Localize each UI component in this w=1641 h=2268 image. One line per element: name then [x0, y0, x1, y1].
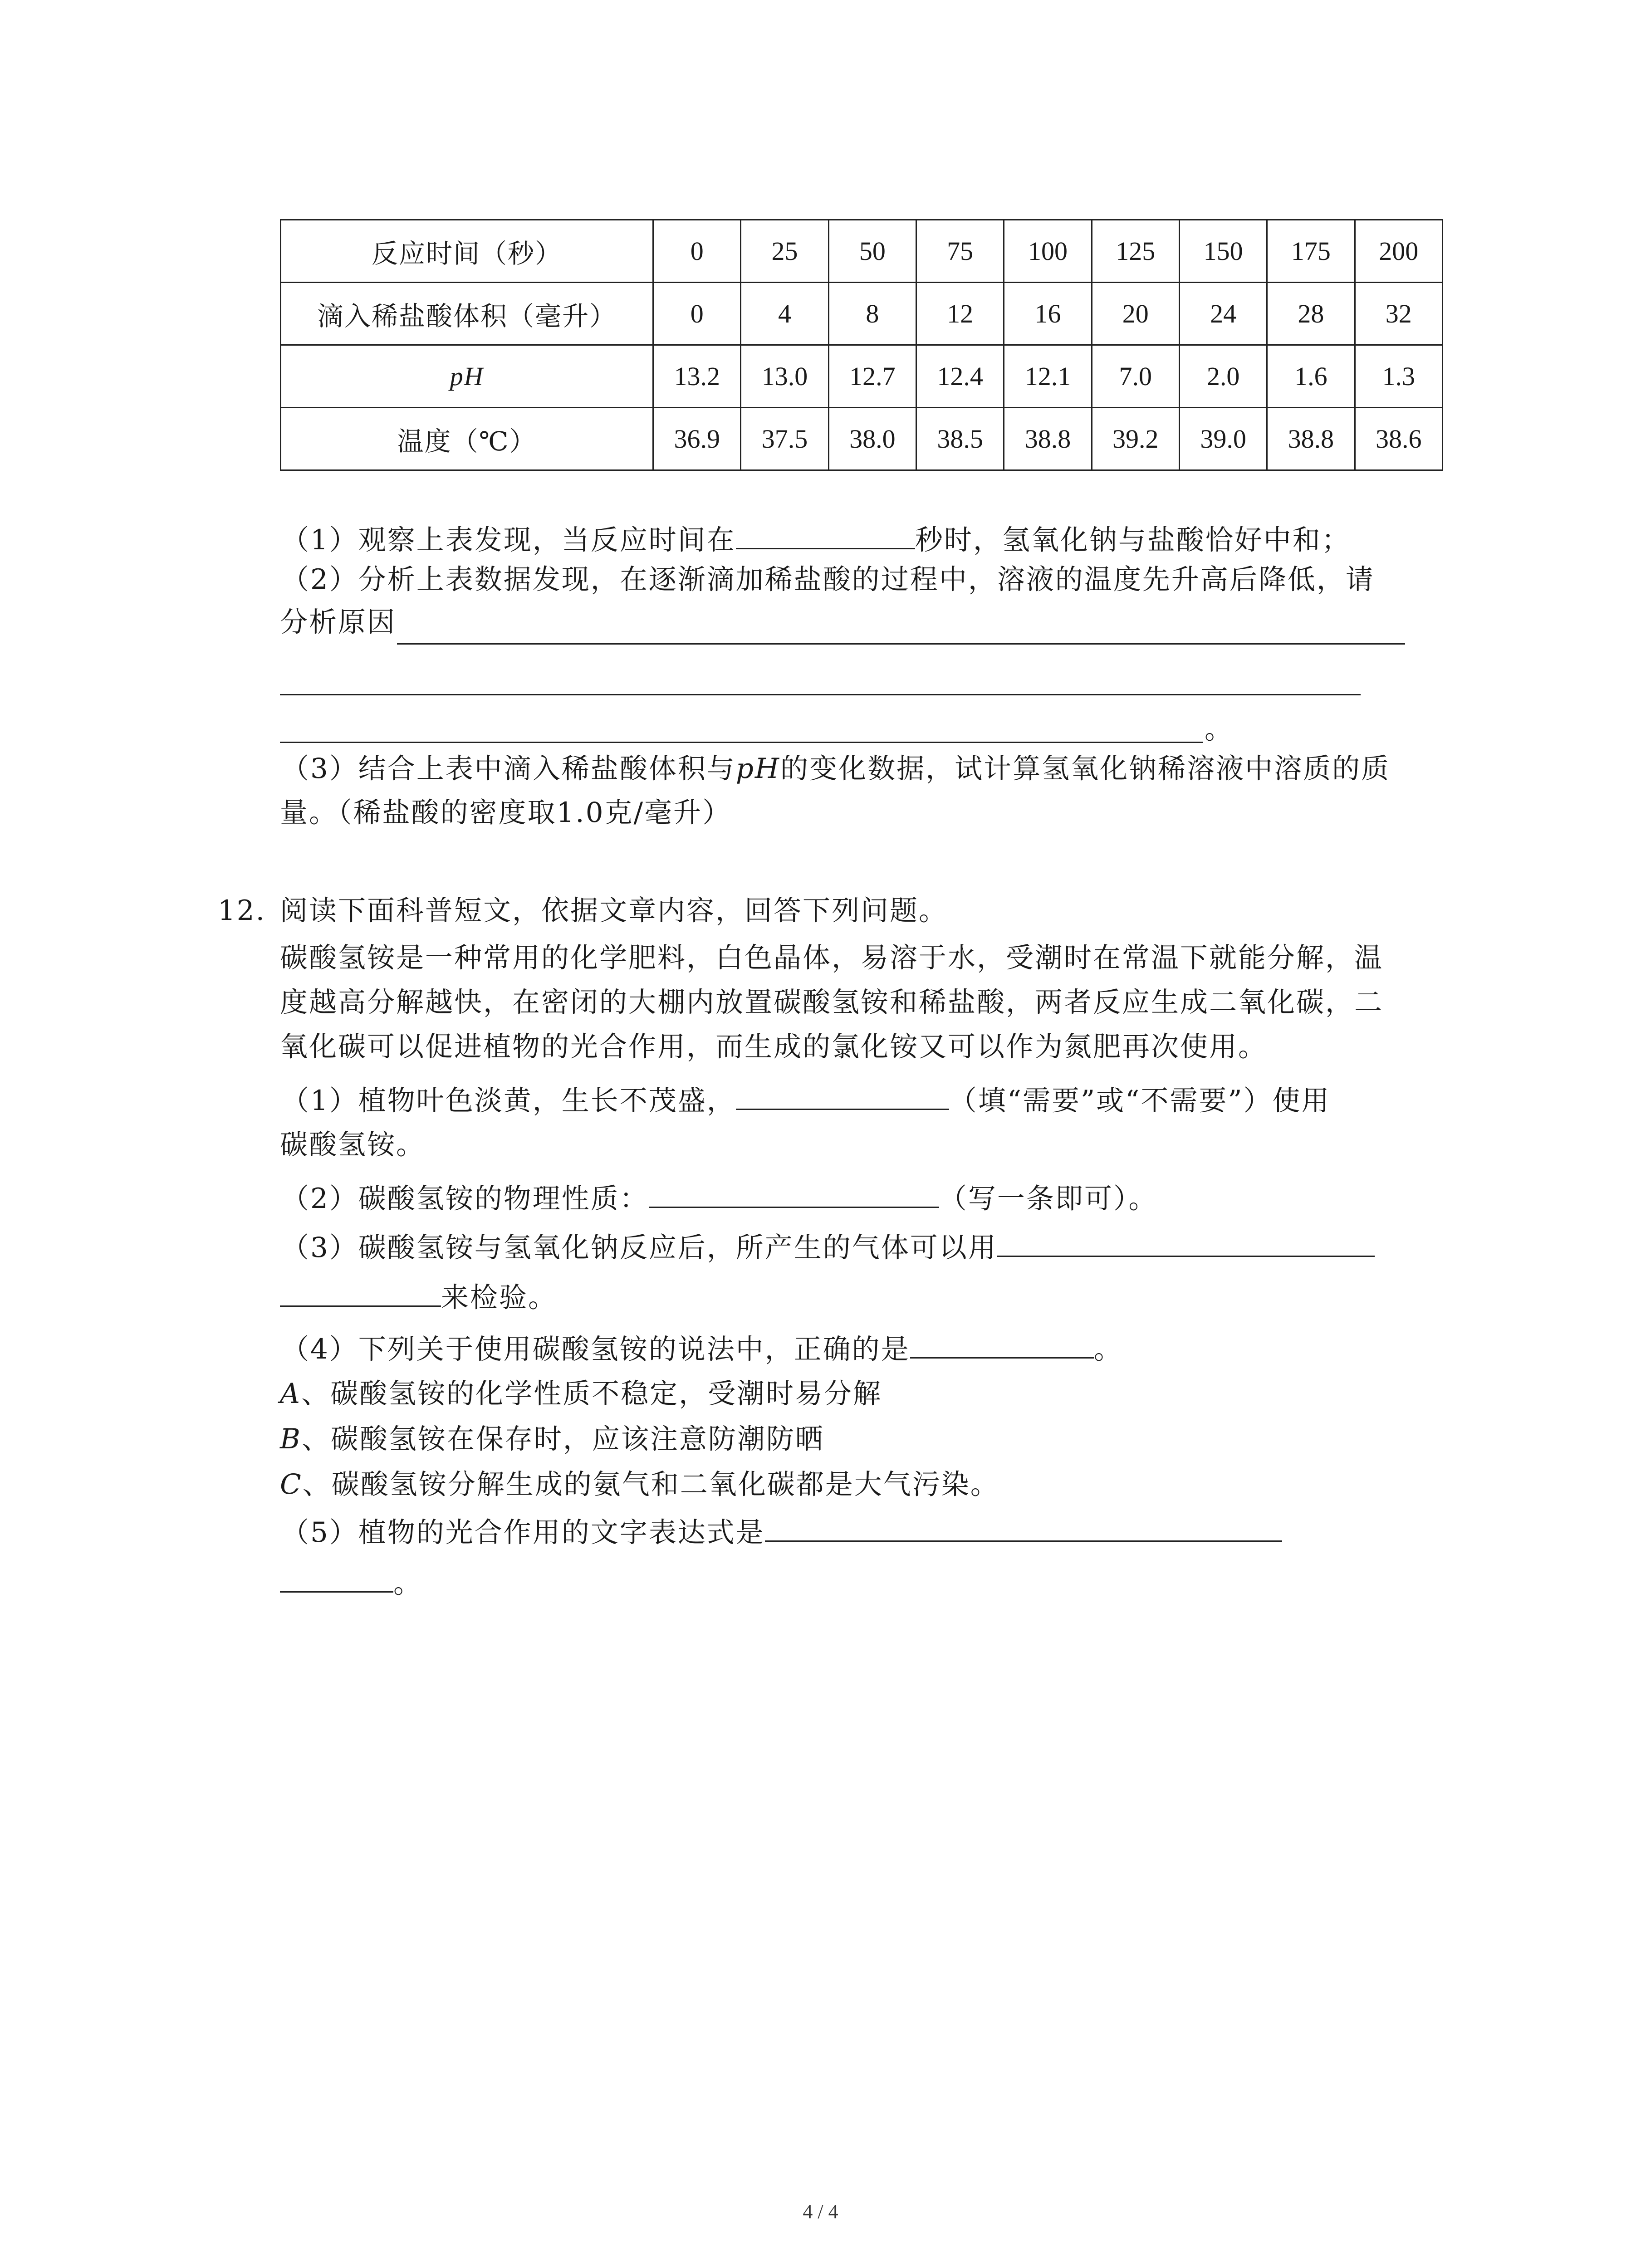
table-cell: 50 [828, 220, 916, 283]
table-cell: 38.8 [1267, 408, 1355, 470]
q11-part2-line2 [280, 604, 396, 640]
table-cell: 7.0 [1092, 345, 1179, 408]
table-cell: 38.6 [1355, 408, 1442, 470]
table-cell: 1.6 [1267, 345, 1355, 408]
q11-part1 [281, 522, 1351, 558]
q12-answer-blank-4[interactable] [910, 1331, 1094, 1359]
table-cell: 39.0 [1179, 408, 1267, 470]
q12-sub3-line2 [280, 1279, 557, 1316]
option-letter: B [280, 1423, 302, 1455]
q11-answer-rule-3[interactable] [280, 742, 1203, 743]
table-cell: 1.3 [1355, 345, 1442, 408]
row-header: pH [281, 345, 653, 408]
table-row [281, 220, 1443, 283]
option-text: 、碳酸氢铵的化学性质不稳定，受潮时易分解 [301, 1378, 882, 1410]
table-cell: 37.5 [741, 408, 828, 470]
q12-sub1-text-after: （填“需要”或“不需要”）使用 [949, 1085, 1331, 1117]
table-row [281, 345, 1443, 408]
table-cell: 0 [653, 220, 741, 283]
table-cell: 8 [828, 283, 916, 345]
table-cell: 200 [1355, 220, 1442, 283]
q12-sub3-text-after: 来检验。 [441, 1281, 558, 1314]
table-cell: 38.5 [916, 408, 1004, 470]
table-cell: 12.1 [1004, 345, 1092, 408]
table-cell: 150 [1179, 220, 1267, 283]
q12-sub5-line2 [280, 1565, 422, 1602]
q12-sub3 [281, 1229, 1375, 1266]
q11-answer-blank-1[interactable] [736, 522, 915, 549]
q11-part2-end: 。 [1205, 713, 1234, 745]
table-cell: 12.7 [828, 345, 916, 408]
q12-option-b [280, 1421, 824, 1457]
q11-part1-text-after: 秒时，氢氧化钠与盐酸恰好中和； [915, 524, 1351, 556]
table-cell: 13.0 [741, 345, 828, 408]
table-cell: 16 [1004, 283, 1092, 345]
q12-sub1 [281, 1082, 1331, 1119]
table-cell: 0 [653, 283, 741, 345]
q12-sub4-text-after: 。 [1093, 1333, 1123, 1365]
table-cell: 25 [741, 220, 828, 283]
table-cell: 100 [1004, 220, 1092, 283]
table-cell: 175 [1267, 220, 1355, 283]
q11-answer-rule-2[interactable] [280, 694, 1361, 695]
option-letter: A [280, 1378, 302, 1410]
table-cell: 2.0 [1179, 345, 1267, 408]
table-cell: 32 [1355, 283, 1442, 345]
q12-intro: 阅读下面科普短文，依据文章内容，回答下列问题。 [280, 894, 948, 927]
table-body [281, 220, 1443, 470]
q12-sub5 [281, 1514, 1282, 1551]
table-row [281, 283, 1443, 345]
page-number: 4 / 4 [803, 2200, 838, 2223]
q12-answer-blank-3[interactable] [997, 1229, 1375, 1257]
reaction-data-table [280, 219, 1443, 471]
option-letter: C [280, 1468, 303, 1501]
q11-part2-label: 分析原因 [280, 606, 397, 638]
q12-sub3-text: （3）碳酸氢铵与氢氧化钠反应后，所产生的气体可以用 [281, 1232, 997, 1264]
q12-sub2-text-after: （写一条即可）。 [939, 1183, 1158, 1215]
q12-answer-blank-3b[interactable] [280, 1279, 441, 1307]
table-cell: 125 [1092, 220, 1179, 283]
table-cell: 75 [916, 220, 1004, 283]
q12-sub2-text: （2）碳酸氢铵的物理性质： [281, 1183, 649, 1215]
q12-passage-line-1: 碳酸氢铵是一种常用的化学肥料，白色晶体，易溶于水，受潮时在常温下就能分解，温 [280, 942, 1384, 974]
q11-part3-text-b: 的变化数据，试计算氢氧化钠稀溶液中溶质的质 [780, 753, 1391, 785]
q11-answer-rule-1[interactable] [397, 643, 1405, 645]
table-cell: 38.8 [1004, 408, 1092, 470]
option-text: 、碳酸氢铵在保存时，应该注意防潮防晒 [301, 1423, 824, 1455]
q11-part3-text-a: （3）结合上表中滴入稀盐酸体积与 [281, 753, 736, 785]
q12-number: 12. [218, 894, 266, 927]
q11-part3-line1 [281, 751, 1390, 787]
q11-part3-line2: 量。（稀盐酸的密度取1.0克/毫升） [280, 797, 732, 829]
table-cell: 39.2 [1092, 408, 1179, 470]
table-row [281, 408, 1443, 470]
ph-symbol: pH [735, 753, 781, 785]
q12-option-c [280, 1466, 999, 1503]
table-cell: 12.4 [916, 345, 1004, 408]
table-cell: 36.9 [653, 408, 741, 470]
q12-sub4-text: （4）下列关于使用碳酸氢铵的说法中，正确的是 [281, 1333, 910, 1365]
row-header: 温度（℃） [281, 408, 653, 470]
table-cell: 38.0 [828, 408, 916, 470]
q12-answer-blank-1[interactable] [736, 1082, 949, 1110]
q12-answer-blank-5[interactable] [765, 1514, 1282, 1542]
q12-sub5-end: 。 [393, 1567, 423, 1599]
q12-sub1-line2: 碳酸氢铵。 [280, 1129, 426, 1161]
table-cell: 24 [1179, 283, 1267, 345]
q12-sub4 [281, 1331, 1123, 1368]
row-header: 滴入稀盐酸体积（毫升） [281, 283, 653, 345]
table-cell: 12 [916, 283, 1004, 345]
option-text: 、碳酸氢铵分解生成的氨气和二氧化碳都是大气污染。 [302, 1468, 999, 1501]
row-header: 反应时间（秒） [281, 220, 653, 283]
table-cell: 13.2 [653, 345, 741, 408]
q12-sub5-text: （5）植物的光合作用的文字表达式是 [281, 1516, 765, 1549]
q12-sub1-text: （1）植物叶色淡黄，生长不茂盛， [281, 1085, 736, 1117]
table-cell: 4 [741, 283, 828, 345]
q12-passage-line-3: 氧化碳可以促进植物的光合作用，而生成的氯化铵又可以作为氮肥再次使用。 [280, 1031, 1268, 1063]
q12-answer-blank-5b[interactable] [280, 1565, 393, 1593]
q12-option-a [280, 1376, 882, 1412]
table-cell: 28 [1267, 283, 1355, 345]
q12-answer-blank-2[interactable] [649, 1180, 939, 1208]
q12-passage-line-2: 度越高分解越快，在密闭的大棚内放置碳酸氢铵和稀盐酸，两者反应生成二氧化碳，二 [280, 986, 1384, 1018]
q11-part2-line1: （2）分析上表数据发现，在逐渐滴加稀盐酸的过程中，溶液的温度先升高后降低，请 [281, 563, 1375, 596]
q11-part1-text: （1）观察上表发现，当反应时间在 [281, 524, 736, 556]
table-cell: 20 [1092, 283, 1179, 345]
q12-sub2 [281, 1180, 1157, 1217]
